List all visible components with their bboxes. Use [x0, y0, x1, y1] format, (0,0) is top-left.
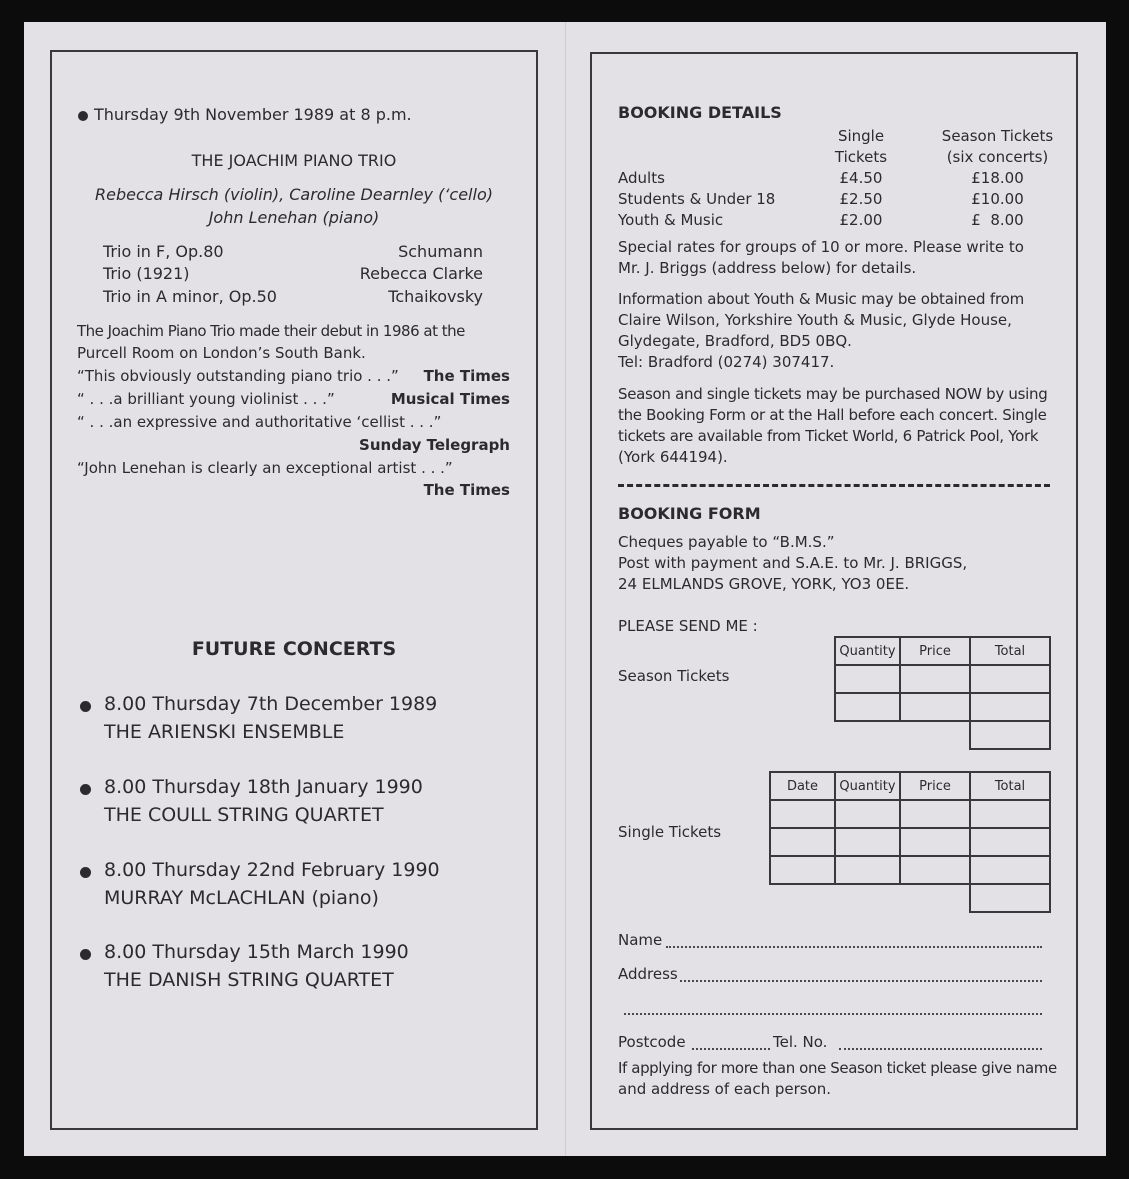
bullet-icon: [80, 784, 91, 795]
address-field[interactable]: [680, 980, 1042, 982]
please-send-me: PLEASE SEND ME :: [618, 617, 758, 635]
info-line-4: Tel: Bradford (0274) 307417.: [618, 353, 835, 371]
grand-total-cell[interactable]: [970, 884, 1050, 912]
total-cell[interactable]: [970, 856, 1050, 884]
price-category: Adults: [618, 169, 665, 187]
quote-2: “ . . .a brilliant young violinist . . .”: [77, 390, 335, 408]
programme-composer: Schumann: [398, 242, 483, 261]
note-line-2: and address of each person.: [618, 1080, 832, 1098]
postcode-field[interactable]: [692, 1048, 770, 1050]
cut-line: [618, 484, 1050, 487]
quantity-cell[interactable]: [835, 693, 900, 721]
quantity-cell[interactable]: [835, 800, 900, 828]
date-cell[interactable]: [770, 828, 835, 856]
post-line-1: Post with payment and S.A.E. to Mr. J. BRIGGS,: [618, 554, 968, 572]
programme-composer: Rebecca Clarke: [359, 264, 483, 283]
programme-work: Trio in A minor, Op.50: [103, 287, 277, 306]
future-concert-date: 8.00 Thursday 18th January 1990: [104, 776, 423, 798]
season-info-line-1: Season and single tickets may be purchased NOW by using: [618, 385, 1048, 403]
quote-2-source: Musical Times: [390, 390, 510, 408]
performers-line-1: Rebecca Hirsch (violin), Caroline Dearnley (‘cello): [95, 185, 493, 204]
season-tickets-order-table: [834, 636, 1051, 750]
season-info-line-4: (York 644194).: [618, 448, 728, 466]
bullet-icon: [80, 949, 91, 960]
season-info-line-3: tickets are available from Ticket World, 6 Patrick Pool, York: [618, 427, 1039, 445]
fold-line: [565, 22, 566, 1156]
groups-line-2: Mr. J. Briggs (address below) for details.: [618, 259, 917, 277]
future-concert-performer: THE ARIENSKI ENSEMBLE: [104, 721, 345, 743]
note-line-1: If applying for more than one Season ticket please give name: [618, 1059, 1057, 1077]
booking-form-heading: BOOKING FORM: [618, 504, 761, 523]
price-category: Youth & Music: [618, 211, 724, 229]
quantity-cell[interactable]: [835, 665, 900, 693]
total-cell[interactable]: [970, 665, 1050, 693]
groups-line-1: Special rates for groups of 10 or more. Please write to: [618, 238, 1024, 256]
future-concert-performer: MURRAY McLACHLAN (piano): [104, 887, 379, 909]
grand-total-cell[interactable]: [970, 721, 1050, 749]
info-line-1: Information about Youth & Music may be obtained from: [618, 290, 1025, 308]
quote-1: “This obviously outstanding piano trio . . .”: [77, 367, 399, 385]
price-cell[interactable]: [900, 665, 970, 693]
price-cell[interactable]: [900, 828, 970, 856]
ensemble-title: THE JOACHIM PIANO TRIO: [191, 151, 397, 170]
price-category: Students & Under 18: [618, 190, 776, 208]
total-header: Total: [970, 772, 1050, 800]
future-concerts-heading: FUTURE CONCERTS: [191, 638, 397, 660]
quote-3: “ . . .an expressive and authoritative ‘cellist . . .”: [77, 413, 442, 431]
bullet-icon: [80, 867, 91, 878]
postcode-label: Postcode: [618, 1033, 686, 1051]
programme-composer: Tchaikovsky: [388, 287, 483, 306]
price-header: Price: [900, 637, 970, 665]
quote-4: “John Lenehan is clearly an exceptional artist . . .”: [77, 459, 453, 477]
quote-3-source: Sunday Telegraph: [359, 436, 510, 454]
single-tickets-label: Single Tickets: [618, 823, 722, 841]
quantity-header: Quantity: [835, 637, 900, 665]
future-concert-performer: THE DANISH STRING QUARTET: [104, 969, 394, 991]
price-single: £2.00: [839, 211, 883, 229]
empty-cell: [900, 721, 970, 749]
price-season: £18.00: [971, 169, 1024, 187]
programme-work: Trio in F, Op.80: [103, 242, 224, 261]
future-concert-performer: THE COULL STRING QUARTET: [104, 804, 384, 826]
single-tickets-order-table: [769, 771, 1051, 913]
empty-cell: [835, 884, 900, 912]
total-cell[interactable]: [970, 828, 1050, 856]
quantity-cell[interactable]: [835, 828, 900, 856]
price-season: £ 8.00: [971, 211, 1024, 229]
season-col-header-1: Season Tickets: [941, 127, 1054, 145]
name-label: Name: [618, 931, 663, 949]
season-tickets-label: Season Tickets: [618, 667, 730, 685]
price-single: £4.50: [839, 169, 883, 187]
programme-work: Trio (1921): [103, 264, 190, 283]
single-col-header-2: Tickets: [834, 148, 888, 166]
quantity-cell[interactable]: [835, 856, 900, 884]
date-cell[interactable]: [770, 856, 835, 884]
quantity-header: Quantity: [835, 772, 900, 800]
price-header: Price: [900, 772, 970, 800]
booking-details-heading: BOOKING DETAILS: [618, 103, 782, 122]
cheques-line: Cheques payable to “B.M.S.”: [618, 533, 835, 551]
quote-1-source: The Times: [423, 367, 510, 385]
single-col-header-1: Single: [837, 127, 885, 145]
date-header: Date: [770, 772, 835, 800]
info-line-3: Glydegate, Bradford, BD5 0BQ.: [618, 332, 852, 350]
concert-date: [78, 105, 412, 124]
empty-cell: [900, 884, 970, 912]
info-line-2: Claire Wilson, Yorkshire Youth & Music, Glyde House,: [618, 311, 1012, 329]
season-col-header-2: (six concerts): [946, 148, 1049, 166]
price-season: £10.00: [971, 190, 1024, 208]
bullet-icon: [80, 701, 91, 712]
tel-field[interactable]: [839, 1048, 1042, 1050]
tel-label: Tel. No.: [773, 1033, 828, 1051]
bullet-icon: [78, 111, 88, 121]
post-line-2: 24 ELMLANDS GROVE, YORK, YO3 0EE.: [618, 575, 910, 593]
total-cell[interactable]: [970, 800, 1050, 828]
address-field-line-2[interactable]: [624, 1013, 1042, 1015]
price-cell[interactable]: [900, 856, 970, 884]
price-cell[interactable]: [900, 693, 970, 721]
date-cell[interactable]: [770, 800, 835, 828]
total-cell[interactable]: [970, 693, 1050, 721]
bio-line-1: The Joachim Piano Trio made their debut in 1986 at the: [77, 322, 465, 340]
price-cell[interactable]: [900, 800, 970, 828]
empty-cell: [835, 721, 900, 749]
total-header: Total: [970, 637, 1050, 665]
address-label: Address: [618, 965, 678, 983]
name-field[interactable]: [666, 946, 1042, 948]
price-single: £2.50: [839, 190, 883, 208]
bio-line-2: Purcell Room on London’s South Bank.: [77, 344, 366, 362]
future-concert-date: 8.00 Thursday 7th December 1989: [104, 693, 438, 715]
performers-line-2: John Lenehan (piano): [208, 208, 380, 227]
empty-cell: [770, 884, 835, 912]
concert-date-text: Thursday 9th November 1989 at 8 p.m.: [94, 105, 412, 124]
future-concert-date: 8.00 Thursday 15th March 1990: [104, 941, 409, 963]
season-info-line-2: the Booking Form or at the Hall before each concert. Single: [618, 406, 1047, 424]
future-concert-date: 8.00 Thursday 22nd February 1990: [104, 859, 440, 881]
quote-4-source: The Times: [423, 481, 510, 499]
